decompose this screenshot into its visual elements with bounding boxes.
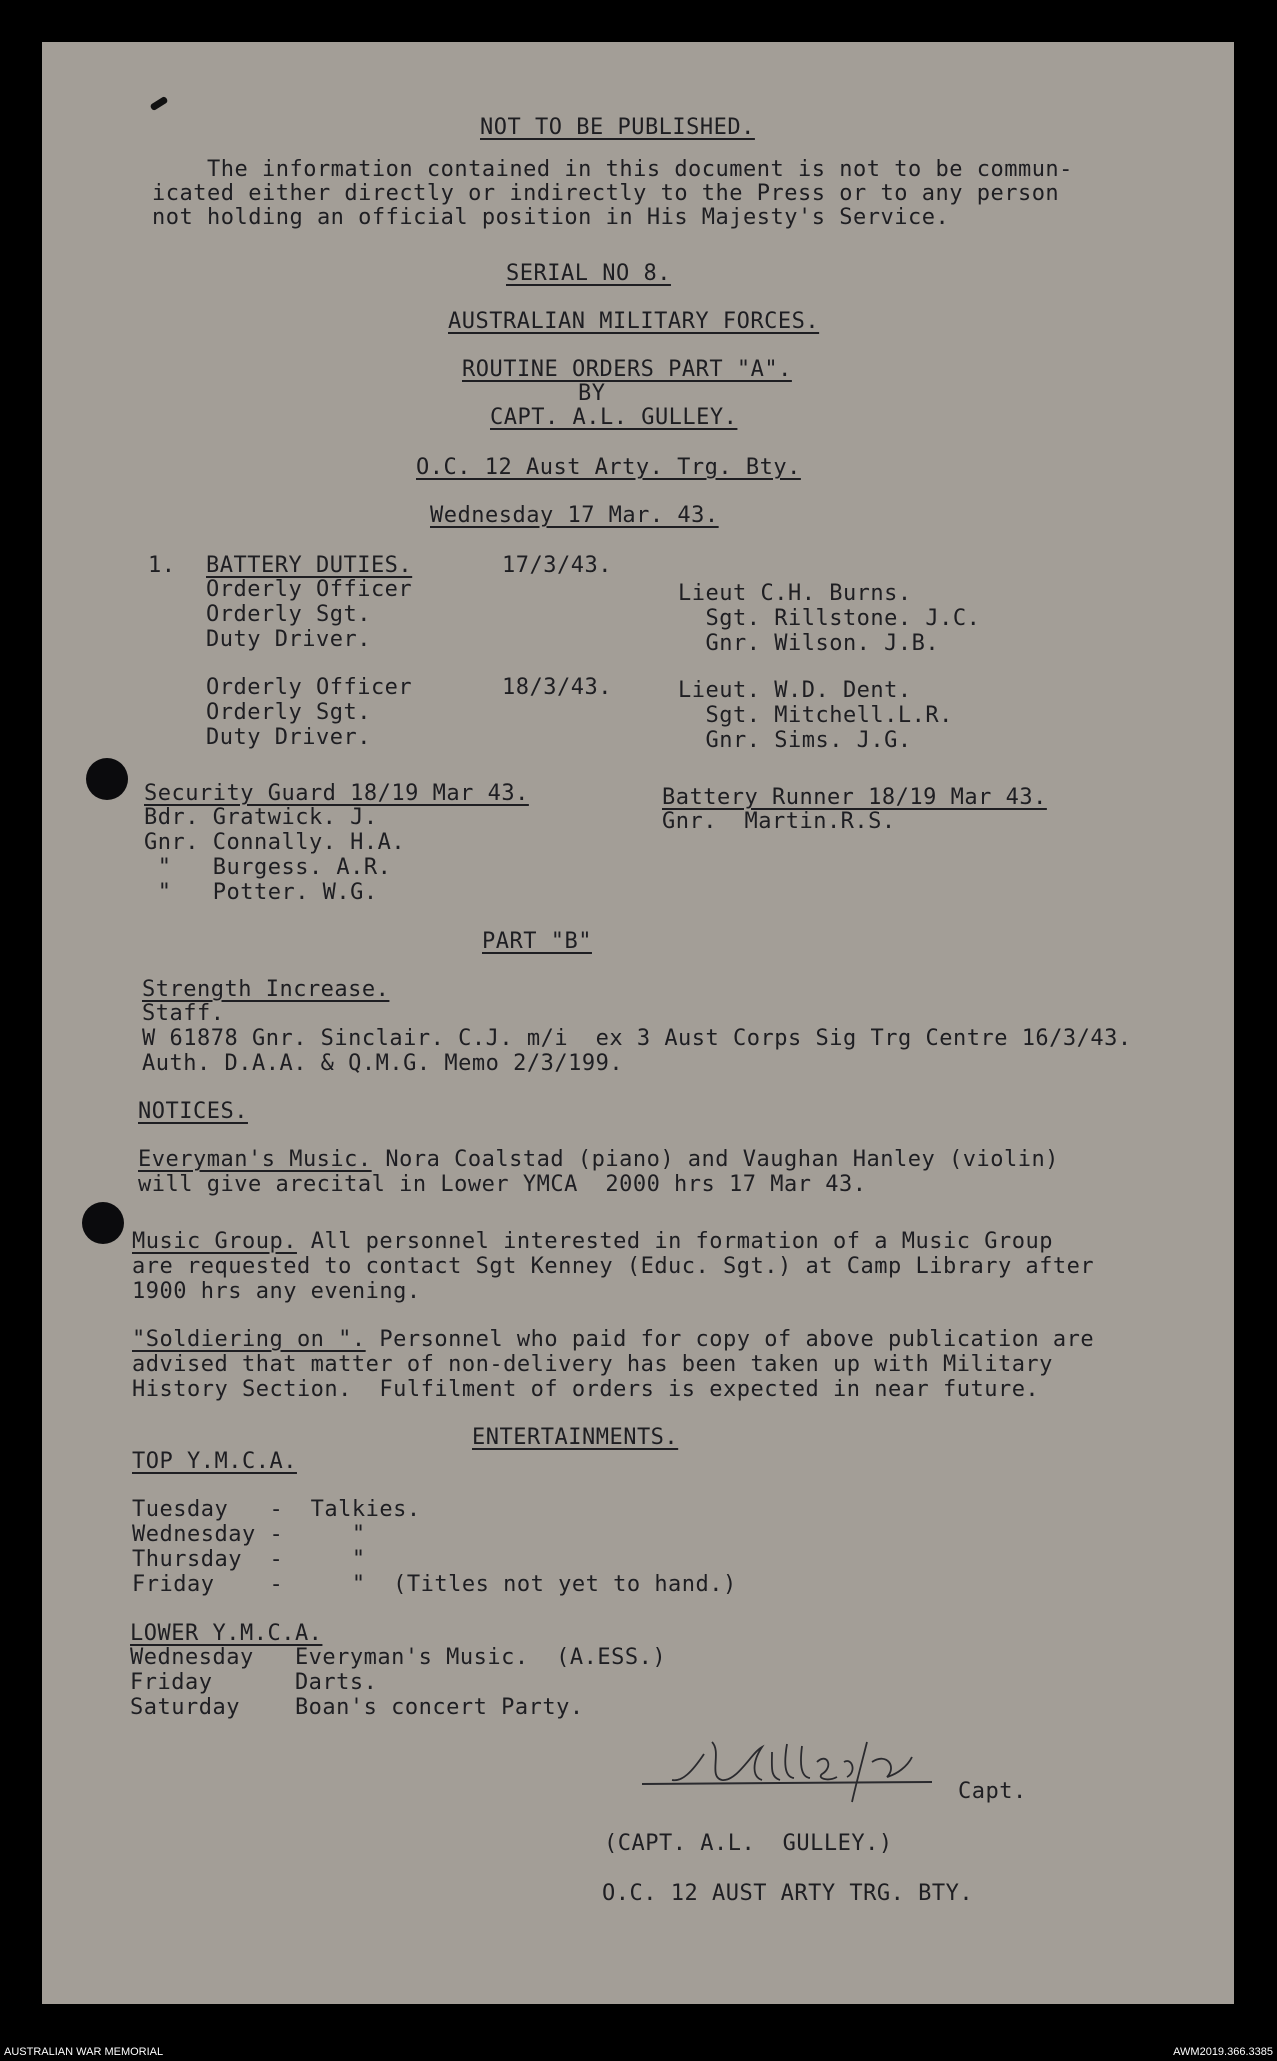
schedule-line: Friday - " (Titles not yet to hand.) bbox=[132, 1572, 737, 1597]
strength-increase-heading: Strength Increase. bbox=[142, 977, 390, 1002]
serial-number: SERIAL NO 8. bbox=[506, 261, 671, 286]
schedule-line: Wednesday Everyman's Music. (A.ESS.) bbox=[130, 1645, 667, 1670]
everymans-music-heading: Everyman's Music. bbox=[138, 1147, 372, 1172]
duty-name: Gnr. Sims. J.G. bbox=[678, 728, 912, 753]
duty-date: 18/3/43. bbox=[502, 675, 612, 700]
soldiering-on-line bbox=[132, 1328, 1094, 1352]
duty-date: 17/3/43. bbox=[502, 553, 612, 578]
music-group-heading: Music Group. bbox=[132, 1229, 297, 1254]
info-line: not holding an official position in His Majesty's Service. bbox=[152, 205, 950, 230]
duty-role: Duty Driver. bbox=[206, 627, 371, 652]
signature-rank: Capt. bbox=[958, 1779, 1027, 1804]
duty-role: Orderly Officer bbox=[206, 577, 413, 602]
security-guard-heading: Security Guard 18/19 Mar 43. bbox=[144, 781, 529, 806]
date-heading: Wednesday 17 Mar. 43. bbox=[430, 503, 719, 528]
footer-id: AWM2019.366.3385 bbox=[1173, 2046, 1273, 2058]
duty-name: Lieut. W.D. Dent. bbox=[678, 678, 912, 703]
by-name: CAPT. A.L. GULLEY. bbox=[490, 405, 738, 430]
duty-role: Orderly Sgt. bbox=[206, 602, 371, 627]
handwritten-signature bbox=[612, 1722, 952, 1812]
by-label: BY bbox=[578, 381, 606, 406]
info-line: icated either directly or indirectly to the Press or to any person bbox=[152, 181, 1060, 206]
part-b-heading: PART "B" bbox=[482, 929, 592, 954]
notice-text: All personnel interested in formation of a Music Group bbox=[296, 1229, 1053, 1254]
signature-unit: O.C. 12 AUST ARTY TRG. BTY. bbox=[602, 1881, 974, 1906]
top-ymca-heading: TOP Y.M.C.A. bbox=[132, 1449, 297, 1474]
schedule-line: Tuesday - Talkies. bbox=[132, 1497, 421, 1522]
schedule-line: Saturday Boan's concert Party. bbox=[130, 1695, 584, 1720]
schedule-line: Friday Darts. bbox=[130, 1670, 378, 1695]
runner-member: Gnr. Martin.R.S. bbox=[662, 809, 896, 834]
notice-text: Nora Coalstad (piano) and Vaughan Hanley (violin) bbox=[371, 1147, 1059, 1172]
document-page bbox=[42, 42, 1234, 2004]
strength-line: Staff. bbox=[142, 1001, 225, 1026]
info-line: The information contained in this document is not to be commun- bbox=[152, 157, 1073, 182]
signature-name: (CAPT. A.L. GULLEY.) bbox=[604, 1831, 893, 1856]
schedule-line: Thursday - " bbox=[132, 1547, 366, 1572]
soldiering-on-heading: "Soldiering on ". bbox=[132, 1327, 366, 1352]
not-published-title: NOT TO BE PUBLISHED. bbox=[480, 115, 755, 140]
guard-member: " Potter. W.G. bbox=[144, 880, 378, 905]
duty-name: Sgt. Mitchell.L.R. bbox=[678, 703, 953, 728]
duty-name: Lieut C.H. Burns. bbox=[678, 581, 912, 606]
duty-name: Gnr. Wilson. J.B. bbox=[678, 631, 940, 656]
notices-heading: NOTICES. bbox=[138, 1099, 248, 1124]
duty-name: Sgt. Rillstone. J.C. bbox=[678, 606, 981, 631]
duty-role: Orderly Officer bbox=[206, 675, 413, 700]
unit-heading: O.C. 12 Aust Arty. Trg. Bty. bbox=[416, 455, 801, 480]
item-number: 1. bbox=[148, 553, 176, 578]
schedule-line: Wednesday - " bbox=[132, 1522, 366, 1547]
ink-mark bbox=[150, 96, 169, 111]
notice-text: are requested to contact Sgt Kenney (Educ. Sgt.) at Camp Library after bbox=[132, 1254, 1095, 1279]
guard-member: " Burgess. A.R. bbox=[144, 855, 392, 880]
music-group-line bbox=[132, 1230, 1053, 1254]
entertainments-heading: ENTERTAINMENTS. bbox=[472, 1425, 679, 1450]
battery-runner-heading: Battery Runner 18/19 Mar 43. bbox=[662, 785, 1047, 810]
battery-duties-heading: BATTERY DUTIES. bbox=[206, 553, 413, 578]
duty-role: Orderly Sgt. bbox=[206, 700, 371, 725]
forces-heading: AUSTRALIAN MILITARY FORCES. bbox=[448, 309, 820, 334]
punch-hole bbox=[82, 1202, 124, 1244]
duty-role: Duty Driver. bbox=[206, 725, 371, 750]
strength-line: W 61878 Gnr. Sinclair. C.J. m/i ex 3 Aust Corps Sig Trg Centre 16/3/43. bbox=[142, 1026, 1132, 1051]
everymans-music-line bbox=[138, 1148, 1059, 1172]
notice-text: advised that matter of non-delivery has been taken up with Military bbox=[132, 1352, 1053, 1377]
orders-heading: ROUTINE ORDERS PART "A". bbox=[462, 357, 792, 382]
punch-hole bbox=[86, 758, 128, 800]
notice-text: Personnel who paid for copy of above publication are bbox=[365, 1327, 1095, 1352]
guard-member: Bdr. Gratwick. J. bbox=[144, 805, 378, 830]
notice-text: 1900 hrs any evening. bbox=[132, 1279, 421, 1304]
notice-text: will give arecital in Lower YMCA 2000 hrs 17 Mar 43. bbox=[138, 1172, 867, 1197]
notice-text: History Section. Fulfilment of orders is expected in near future. bbox=[132, 1377, 1040, 1402]
strength-line: Auth. D.A.A. & Q.M.G. Memo 2/3/199. bbox=[142, 1051, 624, 1076]
lower-ymca-heading: LOWER Y.M.C.A. bbox=[130, 1621, 323, 1646]
guard-member: Gnr. Connally. H.A. bbox=[144, 830, 406, 855]
footer-credit: AUSTRALIAN WAR MEMORIAL bbox=[4, 2046, 164, 2058]
